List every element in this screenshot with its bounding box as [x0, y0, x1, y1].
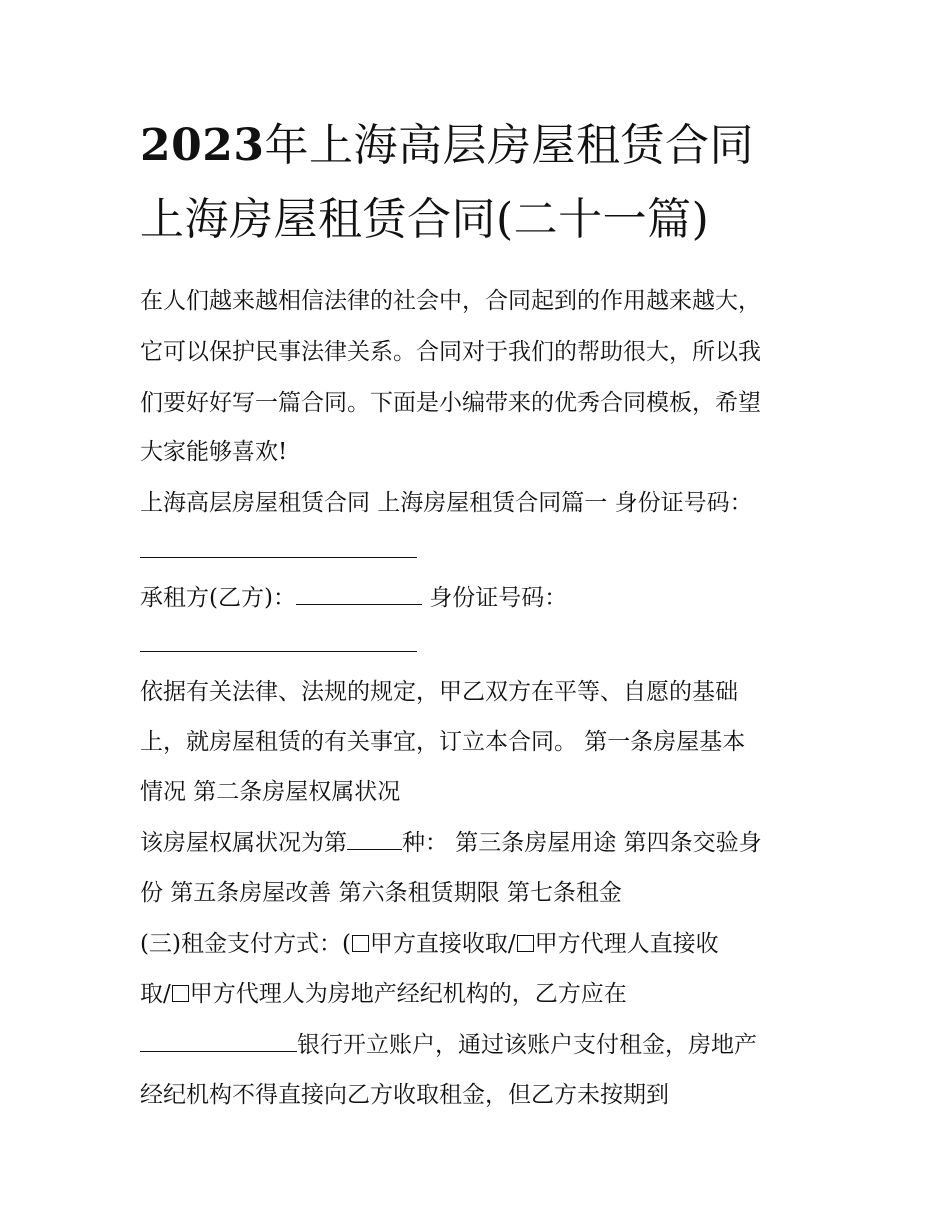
ownership-kind-blank	[347, 829, 402, 850]
document-title-line-2: 上海房屋租赁合同(二十一篇)	[140, 194, 710, 245]
checkbox-icon	[517, 935, 534, 952]
payment-text-3: 银行开立账户，通过该账户支付租金，房地产	[297, 1032, 757, 1058]
section-1-heading: 上海高层房屋租赁合同 上海房屋租赁合同篇一 身份证号码：	[140, 490, 753, 516]
payment-line-2	[140, 979, 627, 1009]
basis-line-3: 情况 第二条房屋权属状况	[140, 779, 401, 805]
tenant-id-label: 身份证号码：	[421, 585, 568, 611]
bank-name-blank	[140, 1031, 297, 1052]
tenant-label: 承租方(乙方)：	[140, 585, 296, 611]
title-year: 2023	[140, 120, 265, 171]
checkbox-icon	[172, 985, 189, 1002]
title-line-1-text: 年上海高层房屋租赁合同	[264, 120, 754, 171]
ownership-line-2: 份 第五条房屋改善 第六条租赁期限 第七条租金	[140, 880, 622, 906]
intro-line-3: 们要好好写一篇合同。下面是小编带来的优秀合同模板，希望	[140, 390, 761, 416]
tenant-id-blank	[140, 631, 417, 652]
checkbox-icon	[352, 935, 369, 952]
payment-line-3	[140, 1030, 757, 1060]
payment-text-1a: (三)租金支付方式：(	[140, 931, 351, 957]
payment-text-2b: 甲方代理人为房地产经纪机构的，乙方应在	[189, 981, 627, 1007]
landlord-id-blank-line	[140, 536, 417, 566]
ownership-prefix: 该房屋权属状况为第	[140, 830, 347, 856]
payment-line-1	[140, 929, 719, 959]
payment-text-1c: 甲方代理人直接收	[534, 931, 719, 957]
intro-line-4: 大家能够喜欢!	[140, 439, 288, 465]
ownership-line-1	[140, 828, 762, 858]
intro-line-1: 在人们越来越相信法律的社会中，合同起到的作用越来越大，	[140, 288, 761, 314]
payment-text-2a: 取/	[140, 981, 171, 1007]
landlord-id-blank	[140, 537, 417, 558]
document-title-line-1	[140, 120, 820, 172]
tenant-name-blank	[296, 584, 422, 605]
tenant-id-blank-line	[140, 630, 417, 660]
basis-line-1: 依据有关法律、法规的规定，甲乙双方在平等、自愿的基础	[140, 679, 738, 705]
payment-text-1b: 甲方直接收取/	[369, 931, 516, 957]
intro-line-2: 它可以保护民事法律关系。合同对于我们的帮助很大，所以我	[140, 339, 761, 365]
basis-line-2: 上，就房屋租赁的有关事宜，订立本合同。 第一条房屋基本	[140, 729, 746, 755]
tenant-line	[140, 583, 567, 613]
payment-line-4: 经纪机构不得直接向乙方收取租金，但乙方未按期到	[140, 1082, 669, 1108]
ownership-suffix: 种： 第三条房屋用途 第四条交验身	[402, 830, 762, 856]
